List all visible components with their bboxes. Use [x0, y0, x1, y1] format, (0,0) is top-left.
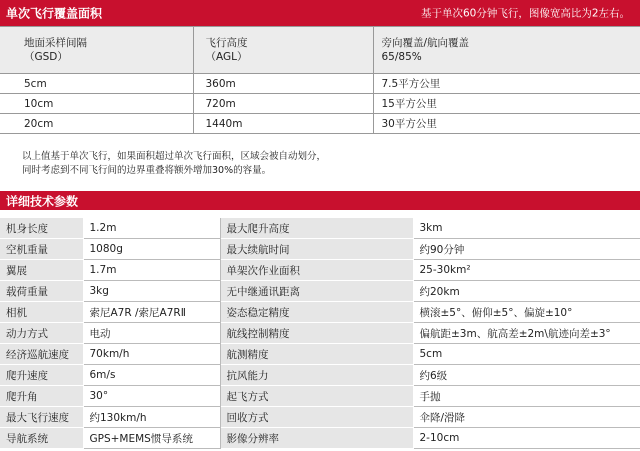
spec-value: 手抛	[413, 386, 640, 407]
spec-label: 最大续航时间	[220, 239, 413, 260]
spec-row	[0, 239, 640, 260]
spec-row	[0, 386, 640, 407]
spec-value: 6m/s	[83, 365, 220, 386]
spec-label: 单架次作业面积	[220, 260, 413, 281]
spec-value: 1080g	[83, 239, 220, 260]
spec-label: 无中继通讯距离	[220, 281, 413, 302]
spec-label: 动力方式	[0, 323, 83, 344]
header-overlap: 旁向覆盖/航向覆盖 65/85%	[373, 27, 640, 74]
spec-value: 约20km	[413, 281, 640, 302]
cell-area: 15平方公里	[373, 94, 640, 114]
specs-table	[0, 218, 640, 449]
spec-row	[0, 428, 640, 449]
spec-value: GPS+MEMS惯导系统	[83, 428, 220, 449]
spec-value: 3km	[413, 218, 640, 239]
spec-row	[0, 323, 640, 344]
spec-row	[0, 365, 640, 386]
spec-row	[0, 260, 640, 281]
spec-label: 经济巡航速度	[0, 344, 83, 365]
spec-label: 姿态稳定精度	[220, 302, 413, 323]
spec-label: 导航系统	[0, 428, 83, 449]
spec-value: 伞降/滑降	[413, 407, 640, 428]
spec-label: 起飞方式	[220, 386, 413, 407]
spec-value: 30°	[83, 386, 220, 407]
spec-value: 70km/h	[83, 344, 220, 365]
cell-gsd: 10cm	[0, 94, 193, 114]
coverage-section-title: 单次飞行覆盖面积	[6, 6, 103, 21]
spec-value: 索尼A7R /索尼A7RⅡ	[83, 302, 220, 323]
spec-value: 1.7m	[83, 260, 220, 281]
spec-row	[0, 344, 640, 365]
specs-section-title: 详细技术参数	[6, 194, 79, 208]
coverage-section-note: 基于单次60分钟飞行，图像宽高比为2左右。	[420, 7, 630, 20]
spec-value: 偏航距±3m、航高差±2m\航迹向差±3°	[413, 323, 640, 344]
spec-label: 载荷重量	[0, 281, 83, 302]
table-row	[0, 114, 640, 134]
spec-label: 航测精度	[220, 344, 413, 365]
coverage-table	[0, 26, 640, 134]
spec-value: 横滚±5°、俯仰±5°、偏旋±10°	[413, 302, 640, 323]
header-agl: 飞行高度 （AGL）	[193, 27, 373, 74]
spec-label: 爬升角	[0, 386, 83, 407]
specs-section-header	[0, 191, 640, 210]
cell-area: 7.5平方公里	[373, 74, 640, 94]
spec-value: 约90分钟	[413, 239, 640, 260]
spec-value: 电动	[83, 323, 220, 344]
spec-value: 2-10cm	[413, 428, 640, 449]
spec-label: 机身长度	[0, 218, 83, 239]
spec-row	[0, 407, 640, 428]
spec-label: 最大飞行速度	[0, 407, 83, 428]
cell-gsd: 20cm	[0, 114, 193, 134]
cell-agl: 360m	[193, 74, 373, 94]
spec-value: 5cm	[413, 344, 640, 365]
spec-row	[0, 218, 640, 239]
spec-label: 翼展	[0, 260, 83, 281]
header-gsd: 地面采样间隔 （GSD）	[0, 27, 193, 74]
spec-row	[0, 302, 640, 323]
cell-agl: 720m	[193, 94, 373, 114]
spec-value: 约6级	[413, 365, 640, 386]
coverage-table-header	[0, 27, 640, 74]
spec-value: 1.2m	[83, 218, 220, 239]
spec-value: 3kg	[83, 281, 220, 302]
coverage-section-header	[0, 0, 640, 26]
spec-label: 航线控制精度	[220, 323, 413, 344]
spec-label: 爬升速度	[0, 365, 83, 386]
table-row	[0, 94, 640, 114]
cell-area: 30平方公里	[373, 114, 640, 134]
coverage-footnote: 以上值基于单次飞行，如果面积超过单次飞行面积，区域会被自动划分， 同时考虑到不同飞行间的边界重叠将额外增加30%的容量。	[22, 151, 327, 176]
spec-label: 最大爬升高度	[220, 218, 413, 239]
spec-label: 回收方式	[220, 407, 413, 428]
spec-value: 25-30km²	[413, 260, 640, 281]
spec-label: 抗风能力	[220, 365, 413, 386]
spec-label: 相机	[0, 302, 83, 323]
spec-label: 空机重量	[0, 239, 83, 260]
cell-agl: 1440m	[193, 114, 373, 134]
table-row	[0, 74, 640, 94]
spec-row	[0, 281, 640, 302]
cell-gsd: 5cm	[0, 74, 193, 94]
spec-value: 约130km/h	[83, 407, 220, 428]
spec-label: 影像分辨率	[220, 428, 413, 449]
